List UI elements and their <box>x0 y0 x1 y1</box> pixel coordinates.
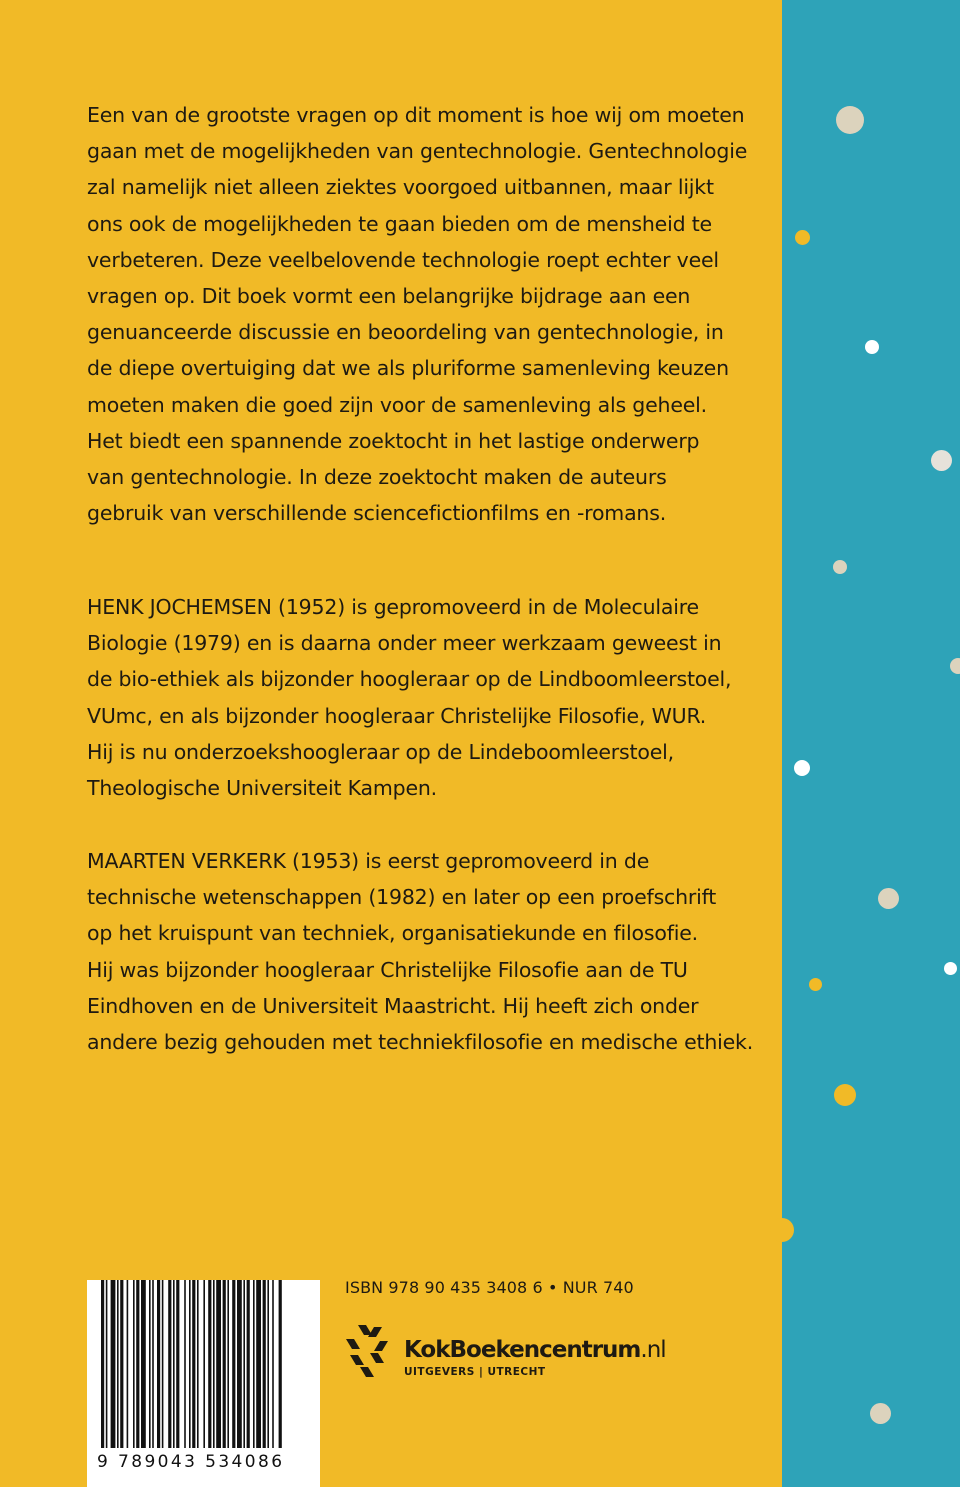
barcode-bar <box>149 1280 151 1448</box>
text-line: verbeteren. Deze veelbelovende technologie roept echter veel <box>87 247 719 272</box>
text-line: Een van de grootste vragen op dit moment is hoe wij om moeten <box>87 103 745 127</box>
text-line: zal namelijk niet alleen ziektes voorgoed uitbannen, maar lijkt <box>87 175 714 200</box>
text-line: Hij was bijzonder hoogleraar Christelijke Filosofie aan de TU <box>87 957 688 982</box>
decorative-dot <box>931 450 952 471</box>
author-bio-verkerk <box>87 843 754 1060</box>
barcode-bar <box>267 1280 269 1448</box>
text-line: Het biedt een spannende zoektocht in het lastige onderwerp <box>87 428 700 453</box>
text-line: HENK JOCHEMSEN (1952) is gepromoveerd in de Moleculaire <box>87 595 699 619</box>
publisher-tagline: UITGEVERS | UTRECHT <box>404 1366 546 1378</box>
barcode-bar <box>184 1280 186 1448</box>
barcode-bar <box>168 1280 171 1448</box>
barcode <box>87 1280 320 1487</box>
text-line: Eindhoven en de Universiteit Maastricht. Hij heeft zich onder <box>87 993 699 1018</box>
barcode-bar <box>127 1280 129 1448</box>
barcode-bar <box>213 1280 215 1448</box>
decorative-dot <box>770 1218 794 1242</box>
barcode-bar <box>117 1280 119 1448</box>
author-bio-jochemsen <box>87 589 732 806</box>
barcode-bar <box>237 1280 242 1448</box>
text-line: gebruik van verschillende sciencefictionfilms en -romans. <box>87 501 667 526</box>
isbn-nur-line: ISBN 978 90 435 3408 6 • NUR 740 <box>345 1278 634 1297</box>
barcode-bar <box>279 1280 282 1448</box>
decorative-dot <box>878 888 899 909</box>
barcode-bar <box>141 1280 146 1448</box>
text-line: de diepe overtuiging dat we als pluriforme samenleving keuzen <box>87 356 729 381</box>
text-line: van gentechnologie. In deze zoektocht maken de auteurs <box>87 465 667 490</box>
barcode-bar <box>216 1280 221 1448</box>
decorative-dot <box>836 106 864 134</box>
barcode-bar <box>176 1280 179 1448</box>
barcode-bar <box>189 1280 191 1448</box>
barcode-bar <box>253 1280 255 1448</box>
barcode-bar <box>136 1280 139 1448</box>
decorative-dot <box>833 560 847 574</box>
barcode-bar <box>157 1280 160 1448</box>
text-line: technische wetenschappen (1982) en later op een proefschrift <box>87 885 717 910</box>
text-line: Hij is nu onderzoekshoogleraar op de Lindeboomleerstoel, <box>87 739 674 764</box>
text-line: op het kruispunt van techniek, organisatiekunde en filosofie. <box>87 921 698 946</box>
decorative-dot <box>950 658 960 674</box>
publisher-name: KokBoekencentrum.nl <box>404 1337 666 1363</box>
barcode-bar <box>106 1280 108 1448</box>
barcode-bar <box>227 1280 229 1448</box>
decorative-dot <box>944 962 957 975</box>
blurb-paragraph <box>87 97 748 531</box>
barcode-bar <box>272 1280 274 1448</box>
decorative-dot <box>795 230 810 245</box>
barcode-bar <box>223 1280 226 1448</box>
decorative-dot <box>834 1084 856 1106</box>
decorative-dot <box>870 1403 891 1424</box>
barcode-bar <box>192 1280 195 1448</box>
decorative-dot <box>865 340 879 354</box>
teal-stripe <box>782 0 960 1487</box>
text-line: de bio-ethiek als bijzonder hoogleraar op de Lindboomleerstoel, <box>87 667 732 692</box>
barcode-bar <box>120 1280 123 1448</box>
barcode-bar <box>162 1280 164 1448</box>
text-line: moeten maken die goed zijn voor de samenleving als geheel. <box>87 392 707 417</box>
barcode-bar <box>203 1280 205 1448</box>
barcode-bar <box>197 1280 199 1448</box>
barcode-bar <box>247 1280 250 1448</box>
barcode-digits: 9 789043 534086 <box>97 1452 285 1472</box>
text-line: MAARTEN VERKERK (1953) is eerst gepromoveerd in de <box>87 849 650 873</box>
publisher-logo-icon <box>344 1323 392 1379</box>
barcode-bar <box>232 1280 235 1448</box>
text-line: VUmc, en als bijzonder hoogleraar Christelijke Filosofie, WUR. <box>87 703 707 728</box>
barcode-bar <box>101 1280 104 1448</box>
barcode-bar <box>111 1280 116 1448</box>
text-line: ons ook de mogelijkheden te gaan bieden om de mensheid te <box>87 211 712 236</box>
barcode-bar <box>173 1280 175 1448</box>
decorative-dot <box>809 978 822 991</box>
barcode-bar <box>243 1280 245 1448</box>
text-line: gaan met de mogelijkheden van gentechnologie. Gentechnologie <box>87 139 748 164</box>
barcode-bar <box>256 1280 261 1448</box>
text-line: vragen op. Dit boek vormt een belangrijke bijdrage aan een <box>87 284 691 309</box>
text-line: genuanceerde discussie en beoordeling van gentechnologie, in <box>87 320 724 345</box>
barcode-bar <box>133 1280 135 1448</box>
text-line: andere bezig gehouden met techniekfilosofie en medische ethiek. <box>87 1030 754 1055</box>
barcode-bar <box>263 1280 266 1448</box>
text-line: Biologie (1979) en is daarna onder meer werkzaam geweest in <box>87 631 722 656</box>
barcode-bar <box>152 1280 154 1448</box>
barcode-bar <box>208 1280 211 1448</box>
text-line: Theologische Universiteit Kampen. <box>87 776 437 801</box>
decorative-dot <box>794 760 810 776</box>
barcode-bars <box>87 1280 320 1452</box>
